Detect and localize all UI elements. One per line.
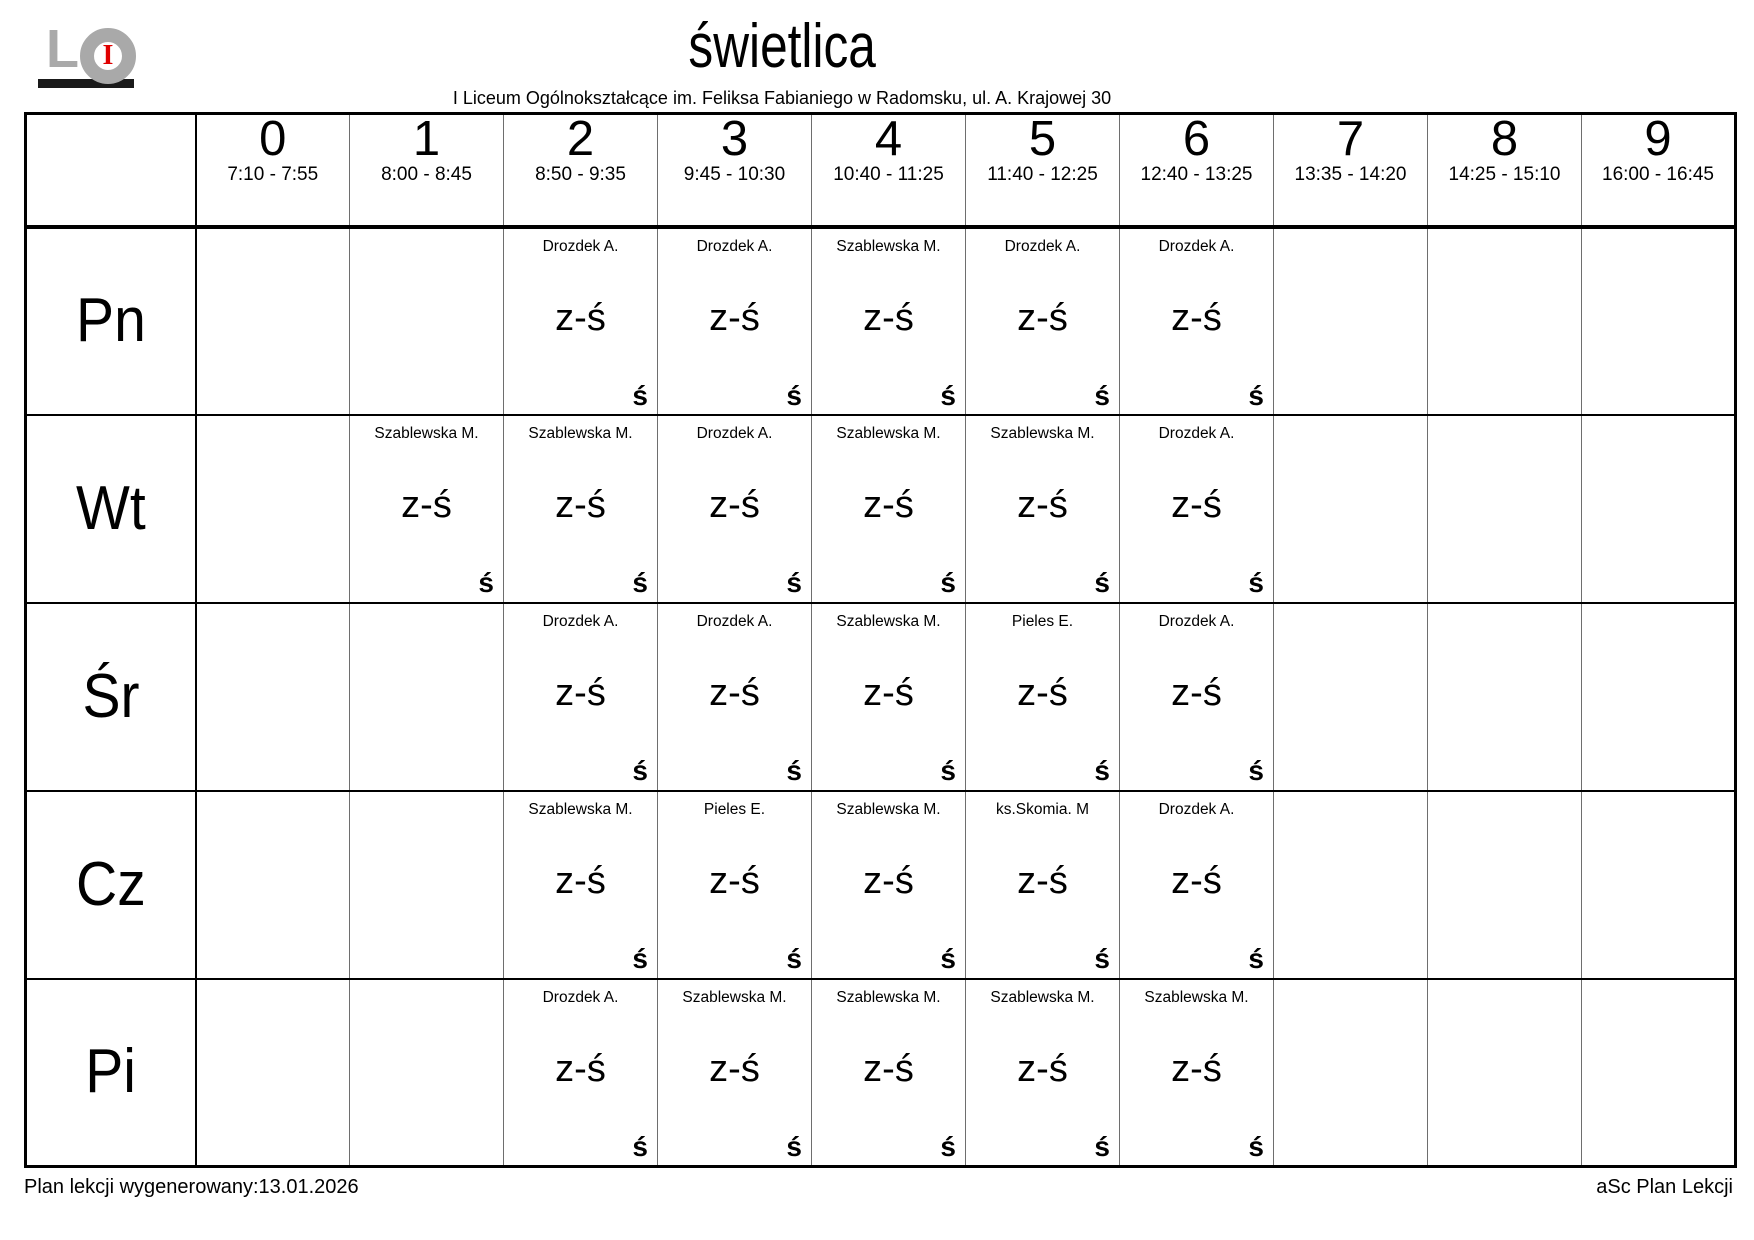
day-label: Śr	[82, 661, 140, 731]
day-row-cz	[26, 791, 1736, 979]
period-header-9	[1582, 114, 1736, 227]
lesson-cell	[658, 227, 812, 415]
empty-cell	[1428, 415, 1582, 603]
period-header-6	[1120, 114, 1274, 227]
lesson-cell	[966, 227, 1120, 415]
lesson-room: ś	[1248, 1130, 1264, 1162]
empty-cell	[1274, 415, 1428, 603]
empty-cell	[196, 227, 350, 415]
lesson-cell	[1120, 227, 1274, 415]
period-header-2	[504, 114, 658, 227]
lesson-subject: z-ś	[709, 1047, 760, 1090]
lesson-cell	[658, 791, 812, 979]
empty-cell	[196, 415, 350, 603]
lesson-teacher: Drozdek A.	[542, 612, 619, 630]
lesson-subject: z-ś	[709, 671, 760, 714]
lesson-cell	[504, 791, 658, 979]
lesson-room: ś	[786, 1130, 802, 1162]
lesson-subject: z-ś	[709, 296, 760, 339]
period-number: 6	[1182, 112, 1211, 166]
lesson-room: ś	[940, 1130, 956, 1162]
period-time: 12:40 - 13:25	[1140, 164, 1253, 185]
page-title: świetlica	[688, 12, 876, 81]
empty-cell	[1274, 227, 1428, 415]
empty-cell	[1274, 603, 1428, 791]
lesson-teacher: ks.Skomia. M	[995, 800, 1089, 818]
lesson-room: ś	[1248, 754, 1264, 786]
lesson-teacher: Drozdek A.	[696, 612, 773, 630]
lesson-cell	[812, 227, 966, 415]
lesson-cell	[1120, 979, 1274, 1167]
period-time: 8:00 - 8:45	[381, 164, 472, 185]
lesson-cell	[504, 979, 658, 1167]
period-time: 11:40 - 12:25	[987, 164, 1098, 185]
lesson-teacher: Szablewska M.	[990, 424, 1095, 442]
lesson-subject: z-ś	[1171, 859, 1222, 902]
lesson-teacher: Szablewska M.	[836, 612, 941, 630]
lesson-room: ś	[1248, 566, 1264, 598]
lesson-teacher: Drozdek A.	[696, 237, 773, 255]
lesson-subject: z-ś	[1171, 1047, 1222, 1090]
empty-cell	[1582, 415, 1736, 603]
period-header-3	[658, 114, 812, 227]
day-row-wt	[26, 415, 1736, 603]
empty-cell	[1428, 791, 1582, 979]
period-number: 5	[1028, 112, 1057, 166]
school-name-subtitle: I Liceum Ogólnokształcące im. Feliksa Fabianiego w Radomsku, ul. A. Krajowej 30	[452, 88, 1112, 108]
lesson-teacher: Szablewska M.	[374, 424, 479, 442]
logo-letter-i: I	[102, 40, 114, 71]
day-label: Cz	[75, 849, 146, 919]
period-header-7	[1274, 114, 1428, 227]
day-label-cell	[26, 791, 196, 979]
period-time: 9:45 - 10:30	[683, 164, 786, 185]
lesson-room: ś	[940, 379, 956, 411]
lesson-room: ś	[1094, 942, 1110, 974]
lesson-teacher: Drozdek A.	[696, 424, 773, 442]
day-row-sr	[26, 603, 1736, 791]
lesson-room: ś	[786, 942, 802, 974]
lesson-room: ś	[632, 942, 648, 974]
lesson-teacher: Drozdek A.	[1158, 612, 1235, 630]
empty-cell	[350, 603, 504, 791]
period-time: 7:10 - 7:55	[227, 164, 319, 185]
period-time: 14:25 - 15:10	[1448, 164, 1561, 185]
empty-cell	[196, 791, 350, 979]
period-number: 3	[720, 112, 749, 166]
lesson-subject: z-ś	[555, 859, 606, 902]
lesson-cell	[812, 603, 966, 791]
day-label-cell	[26, 603, 196, 791]
lesson-teacher: Szablewska M.	[836, 424, 941, 442]
lesson-subject: z-ś	[1171, 483, 1222, 526]
lesson-room: ś	[786, 566, 802, 598]
lesson-teacher: Drozdek A.	[542, 237, 619, 255]
lesson-subject: z-ś	[1017, 296, 1068, 339]
logo-letter-l: L	[46, 19, 79, 79]
lesson-room: ś	[1094, 566, 1110, 598]
lesson-teacher: Pieles E.	[703, 800, 766, 818]
lesson-cell	[966, 791, 1120, 979]
period-number: 2	[566, 112, 595, 166]
lesson-room: ś	[632, 754, 648, 786]
corner-cell	[26, 114, 196, 227]
period-header-5	[966, 114, 1120, 227]
lesson-subject: z-ś	[863, 671, 914, 714]
lesson-subject: z-ś	[863, 296, 914, 339]
lesson-room: ś	[478, 566, 494, 598]
lesson-teacher: Drozdek A.	[542, 988, 619, 1006]
lesson-cell	[658, 603, 812, 791]
empty-cell	[1582, 227, 1736, 415]
empty-cell	[1582, 603, 1736, 791]
lesson-subject: z-ś	[1017, 859, 1068, 902]
lesson-subject: z-ś	[1171, 296, 1222, 339]
empty-cell	[1274, 979, 1428, 1167]
lesson-teacher: Szablewska M.	[528, 800, 633, 818]
lesson-room: ś	[786, 379, 802, 411]
day-label: Pn	[75, 286, 146, 355]
lesson-room: ś	[786, 754, 802, 786]
lesson-subject: z-ś	[555, 671, 606, 714]
lesson-teacher: Drozdek A.	[1158, 424, 1235, 442]
logo-ring-icon	[80, 28, 136, 84]
lesson-room: ś	[940, 566, 956, 598]
period-number: 1	[412, 112, 441, 166]
lesson-subject: z-ś	[863, 1047, 914, 1090]
period-number: 7	[1336, 112, 1365, 166]
empty-cell	[350, 227, 504, 415]
lesson-room: ś	[1248, 379, 1264, 411]
lesson-subject: z-ś	[1017, 483, 1068, 526]
lesson-subject: z-ś	[709, 483, 760, 526]
lesson-teacher: Pieles E.	[1011, 612, 1074, 630]
lesson-room: ś	[1094, 754, 1110, 786]
period-time: 13:35 - 14:20	[1294, 164, 1407, 185]
period-header-4	[812, 114, 966, 227]
period-number: 8	[1490, 112, 1519, 166]
lesson-room: ś	[940, 942, 956, 974]
lesson-teacher: Drozdek A.	[1004, 237, 1081, 255]
lesson-cell	[504, 415, 658, 603]
lesson-subject: z-ś	[1171, 671, 1222, 714]
lesson-teacher: Szablewska M.	[682, 988, 787, 1006]
asc-brand-label: aSc Plan Lekcji	[1596, 1176, 1733, 1198]
empty-cell	[1582, 791, 1736, 979]
lesson-cell	[350, 415, 504, 603]
day-label: Wt	[75, 473, 146, 543]
lesson-subject: z-ś	[555, 483, 606, 526]
lesson-teacher: Szablewska M.	[528, 424, 633, 442]
lesson-subject: z-ś	[1017, 1047, 1068, 1090]
lesson-cell	[966, 979, 1120, 1167]
lesson-subject: z-ś	[555, 1047, 606, 1090]
lesson-cell	[658, 979, 812, 1167]
lesson-teacher: Szablewska M.	[836, 237, 941, 255]
lesson-room: ś	[940, 754, 956, 786]
masthead	[0, 0, 1754, 112]
lesson-cell	[812, 979, 966, 1167]
lesson-cell	[658, 415, 812, 603]
lesson-teacher: Szablewska M.	[836, 800, 941, 818]
day-label-cell	[26, 415, 196, 603]
lesson-room: ś	[1094, 379, 1110, 411]
empty-cell	[1428, 979, 1582, 1167]
page-footer	[24, 1176, 1733, 1199]
lesson-teacher: Szablewska M.	[836, 988, 941, 1006]
empty-cell	[350, 979, 504, 1167]
period-header-0	[196, 114, 350, 227]
lesson-cell	[1120, 791, 1274, 979]
empty-cell	[350, 791, 504, 979]
empty-cell	[1274, 791, 1428, 979]
day-label-cell	[26, 979, 196, 1167]
lesson-subject: z-ś	[709, 859, 760, 902]
lesson-teacher: Szablewska M.	[1144, 988, 1249, 1006]
lesson-cell	[812, 415, 966, 603]
empty-cell	[1428, 227, 1582, 415]
period-number: 4	[874, 112, 903, 166]
lesson-cell	[1120, 415, 1274, 603]
lesson-subject: z-ś	[863, 859, 914, 902]
lesson-subject: z-ś	[1017, 671, 1068, 714]
lesson-subject: z-ś	[401, 483, 452, 526]
period-time: 8:50 - 9:35	[535, 164, 626, 185]
lesson-cell	[1120, 603, 1274, 791]
lesson-room: ś	[1094, 1130, 1110, 1162]
empty-cell	[1582, 979, 1736, 1167]
period-number: 9	[1644, 112, 1672, 166]
lesson-subject: z-ś	[555, 296, 606, 339]
day-row-pn	[26, 227, 1736, 415]
period-header-1	[350, 114, 504, 227]
day-row-pi	[26, 979, 1736, 1167]
lesson-cell	[504, 603, 658, 791]
period-header-8	[1428, 114, 1582, 227]
lesson-room: ś	[632, 1130, 648, 1162]
lesson-teacher: Szablewska M.	[990, 988, 1095, 1006]
generated-date-label: Plan lekcji wygenerowany:13.01.2026	[24, 1176, 359, 1198]
empty-cell	[196, 603, 350, 791]
period-time: 10:40 - 11:25	[833, 164, 944, 185]
lesson-cell	[504, 227, 658, 415]
lesson-room: ś	[1248, 942, 1264, 974]
lesson-cell	[812, 791, 966, 979]
timetable	[24, 112, 1737, 1168]
lesson-subject: z-ś	[863, 483, 914, 526]
lesson-cell	[966, 603, 1120, 791]
period-time: 16:00 - 16:45	[1602, 164, 1714, 185]
lesson-teacher: Drozdek A.	[1158, 800, 1235, 818]
day-label-cell	[26, 227, 196, 415]
empty-cell	[196, 979, 350, 1167]
lesson-room: ś	[632, 566, 648, 598]
period-number: 0	[259, 112, 287, 166]
day-label: Pi	[85, 1037, 137, 1107]
lesson-cell	[966, 415, 1120, 603]
lesson-teacher: Drozdek A.	[1158, 237, 1235, 255]
empty-cell	[1428, 603, 1582, 791]
lesson-room: ś	[632, 379, 648, 411]
